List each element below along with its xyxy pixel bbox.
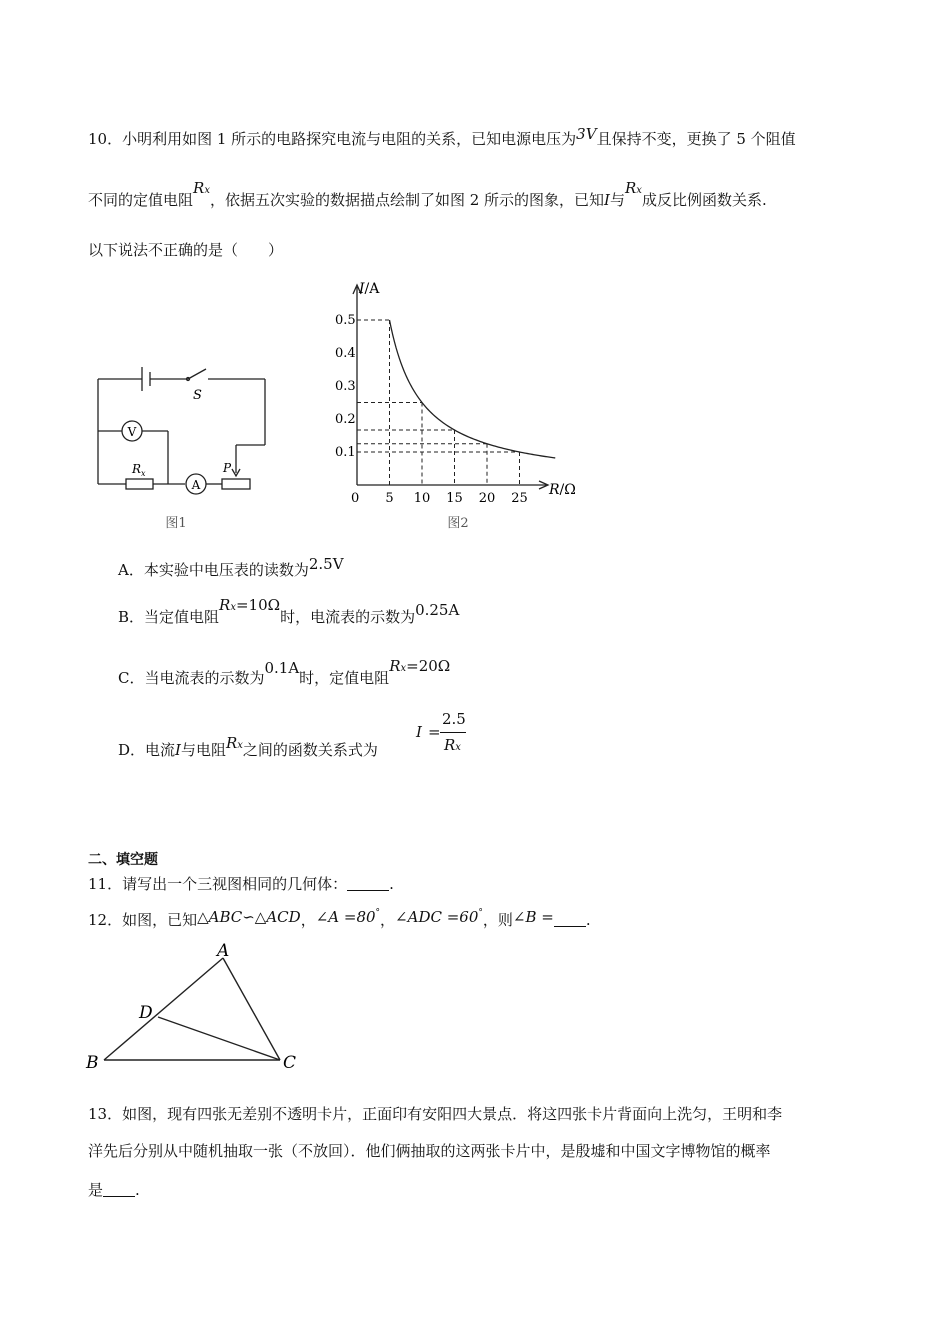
side-ac xyxy=(223,958,280,1060)
q12: 12．如图，已知△ABC∽△ACD，∠A =80°，∠ADC =60°，则∠B = . xyxy=(88,908,591,929)
y-tick-label: 0.2 xyxy=(335,412,356,427)
x-tick-label: 15 xyxy=(446,491,463,506)
segment-dc xyxy=(158,1017,280,1060)
q11: 11．请写出一个三视图相同的几何体： . xyxy=(88,875,394,893)
figure-2-caption: 图2 xyxy=(447,516,469,531)
q13-line-3: 是 . xyxy=(88,1181,140,1199)
section-2-title: 二、填空题 xyxy=(88,852,158,868)
x-tick-label: 20 xyxy=(478,491,496,506)
origin-label: 0 xyxy=(351,491,360,506)
inverse-curve xyxy=(390,320,556,458)
voltmeter-label: V xyxy=(127,425,137,439)
vertex-b-label: B xyxy=(86,1053,99,1073)
q10-line-3: 以下说法不正确的是（ ） xyxy=(88,241,284,259)
x-tick-label: 10 xyxy=(413,491,431,506)
figure-1-caption: 图1 xyxy=(165,516,187,531)
switch-label: S xyxy=(193,388,202,403)
q10-line-2: 不同的定值电阻Rx，依据五次实验的数据描点绘制了如图 2 所示的图象，已知I与Rx成反比例函数关系. xyxy=(88,179,767,209)
slider-label: P xyxy=(223,461,232,475)
ammeter-label: A xyxy=(191,478,201,492)
figure-2-graph xyxy=(325,275,595,540)
figure-triangle xyxy=(80,938,310,1078)
y-tick-label: 0.1 xyxy=(335,445,356,460)
y-tick-label: 0.3 xyxy=(335,379,356,394)
guide-lines xyxy=(357,320,520,485)
vertex-a-label: A xyxy=(217,941,230,961)
option-d: D．电流I与电阻Rx之间的函数关系式为 xyxy=(118,734,378,759)
resistor-label: R xyxy=(132,462,142,476)
y-tick-label: 0.5 xyxy=(335,313,356,328)
resistor-sub-label: x xyxy=(141,469,146,478)
q11-answer-blank[interactable] xyxy=(347,876,389,891)
x-axis-label: R/Ω xyxy=(549,482,576,498)
vertex-d-label: D xyxy=(139,1003,153,1023)
y-tick-label: 0.4 xyxy=(335,346,356,361)
y-axis-label: I/A xyxy=(359,281,380,297)
q13-answer-blank[interactable] xyxy=(103,1182,135,1197)
x-tick-label: 5 xyxy=(385,491,394,506)
option-b: B．当定值电阻Rx=10Ω时，电流表的示数为0.25A xyxy=(118,596,460,626)
side-ab xyxy=(104,958,223,1060)
q12-answer-blank[interactable] xyxy=(554,912,586,927)
q13-line-1: 13．如图，现有四张无差别不透明卡片，正面印有安阳四大景点．将这四张卡片背面向上洗匀，王明和李 xyxy=(88,1105,783,1123)
option-a: A．本实验中电压表的读数为2.5V xyxy=(118,555,344,579)
figure-1-circuit xyxy=(90,355,280,540)
q13-line-2: 洋先后分别从中随机抽取一张（不放回）．他们俩抽取的这两张卡片中，是殷墟和中国文字博物馆的概率 xyxy=(88,1142,771,1160)
axis-ticks xyxy=(335,313,528,506)
q10-line-1: 10．小明利用如图 1 所示的电路探究电流与电阻的关系，已知电源电压为3V且保持不变，更换了 5 个阻值 xyxy=(88,125,796,148)
vertex-c-label: C xyxy=(283,1053,297,1073)
option-c: C．当电流表的示数为0.1A时，定值电阻Rx=20Ω xyxy=(118,657,451,687)
x-tick-label: 25 xyxy=(511,491,528,506)
